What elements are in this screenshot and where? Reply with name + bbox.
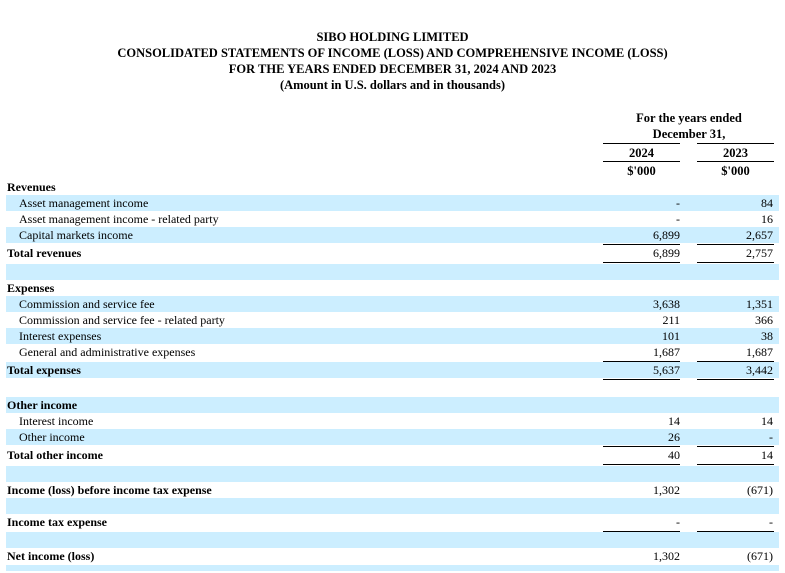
table-row (6, 312, 779, 328)
table-row (6, 211, 779, 227)
spacer-row (6, 381, 779, 397)
total-2024: 1,302 (653, 549, 680, 563)
value-2024: 211 (662, 313, 680, 327)
spacer-row (6, 264, 779, 280)
total-2024: 6,899 (653, 246, 680, 260)
value-2023: 1,687 (746, 345, 773, 359)
total-2023: 3,442 (746, 363, 773, 377)
value-2023: 2,657 (746, 228, 773, 242)
total-2023: - (769, 515, 773, 529)
section-heading: Expenses (7, 281, 55, 295)
total-rule (603, 379, 680, 380)
units-note: (Amount in U.S. dollars and in thousands) (279, 78, 506, 92)
total-2023: (671) (747, 483, 773, 497)
total-row (6, 362, 779, 378)
value-2023: 84 (761, 196, 773, 210)
total-label: Total expenses (7, 363, 81, 377)
tax-row (6, 514, 779, 530)
value-2024: 101 (662, 329, 680, 343)
spacer-row (6, 466, 779, 482)
header-rule-2024 (603, 143, 680, 144)
total-rule (603, 464, 680, 465)
row-label: Asset management income (19, 196, 149, 210)
column-group-line1: For the years ended (636, 111, 742, 125)
total-rule (697, 464, 774, 465)
year-rule-2023 (697, 161, 774, 162)
column-unit-2024: $'000 (627, 164, 656, 178)
value-2023: - (769, 430, 773, 444)
pretax-row (6, 482, 779, 498)
other-income-heading-row (6, 397, 779, 413)
company-name: SIBO HOLDING LIMITED (316, 30, 469, 44)
table-row (6, 227, 779, 243)
total-label: Net income (loss) (7, 549, 95, 563)
row-label: Commission and service fee - related party (19, 313, 225, 327)
total-rule (603, 262, 680, 263)
total-rule (697, 262, 774, 263)
table-row (6, 413, 779, 429)
spacer-row (6, 532, 779, 548)
period-title: FOR THE YEARS ENDED DECEMBER 31, 2024 AND 2023 (228, 62, 557, 76)
statement-title: CONSOLIDATED STATEMENTS OF INCOME (LOSS) AND COMPREHENSIVE INCOME (LOSS) (117, 46, 668, 60)
spacer-row (6, 498, 779, 514)
total-label: Total other income (7, 448, 103, 462)
row-label: Other income (19, 430, 85, 444)
value-2024: 14 (668, 414, 680, 428)
row-label: Interest expenses (19, 329, 102, 343)
total-rule (697, 379, 774, 380)
total-2023: 14 (761, 448, 773, 462)
revenues-heading-row (6, 179, 779, 195)
spacer-row (6, 565, 779, 571)
total-row (6, 447, 779, 463)
header-rule-2023 (697, 143, 774, 144)
table-row (6, 195, 779, 211)
expenses-heading-row (6, 280, 779, 296)
column-group-line2: December 31, (652, 127, 726, 141)
value-2023: 366 (755, 313, 773, 327)
section-heading: Other income (7, 398, 78, 412)
total-2024: 5,637 (653, 363, 680, 377)
row-label: Commission and service fee (19, 297, 155, 311)
total-2023: (671) (747, 549, 773, 563)
total-label: Total revenues (7, 246, 82, 260)
value-2023: 38 (761, 329, 773, 343)
year-rule-2024 (603, 161, 680, 162)
net-income-row (6, 548, 779, 564)
total-row (6, 245, 779, 261)
total-2023: 2,757 (746, 246, 773, 260)
value-2024: 1,687 (653, 345, 680, 359)
value-2024: 6,899 (653, 228, 680, 242)
total-2024: - (676, 515, 680, 529)
column-year-2023: 2023 (723, 146, 748, 160)
column-unit-2023: $'000 (721, 164, 750, 178)
total-label: Income (loss) before income tax expense (7, 483, 212, 497)
value-2023: 14 (761, 414, 773, 428)
row-label: Capital markets income (19, 228, 133, 242)
table-row (6, 328, 779, 344)
value-2024: 3,638 (653, 297, 680, 311)
column-year-2024: 2024 (629, 146, 654, 160)
total-2024: 1,302 (653, 483, 680, 497)
section-heading: Revenues (7, 180, 56, 194)
total-2024: 40 (668, 448, 680, 462)
row-label: Interest income (19, 414, 94, 428)
table-row (6, 344, 779, 360)
value-2024: - (676, 196, 680, 210)
row-label: General and administrative expenses (19, 345, 196, 359)
value-2024: 26 (668, 430, 680, 444)
value-2023: 1,351 (746, 297, 773, 311)
table-row (6, 429, 779, 445)
value-2024: - (676, 212, 680, 226)
value-2023: 16 (761, 212, 773, 226)
total-label: Income tax expense (7, 515, 107, 529)
row-label: Asset management income - related party (19, 212, 219, 226)
table-row (6, 296, 779, 312)
